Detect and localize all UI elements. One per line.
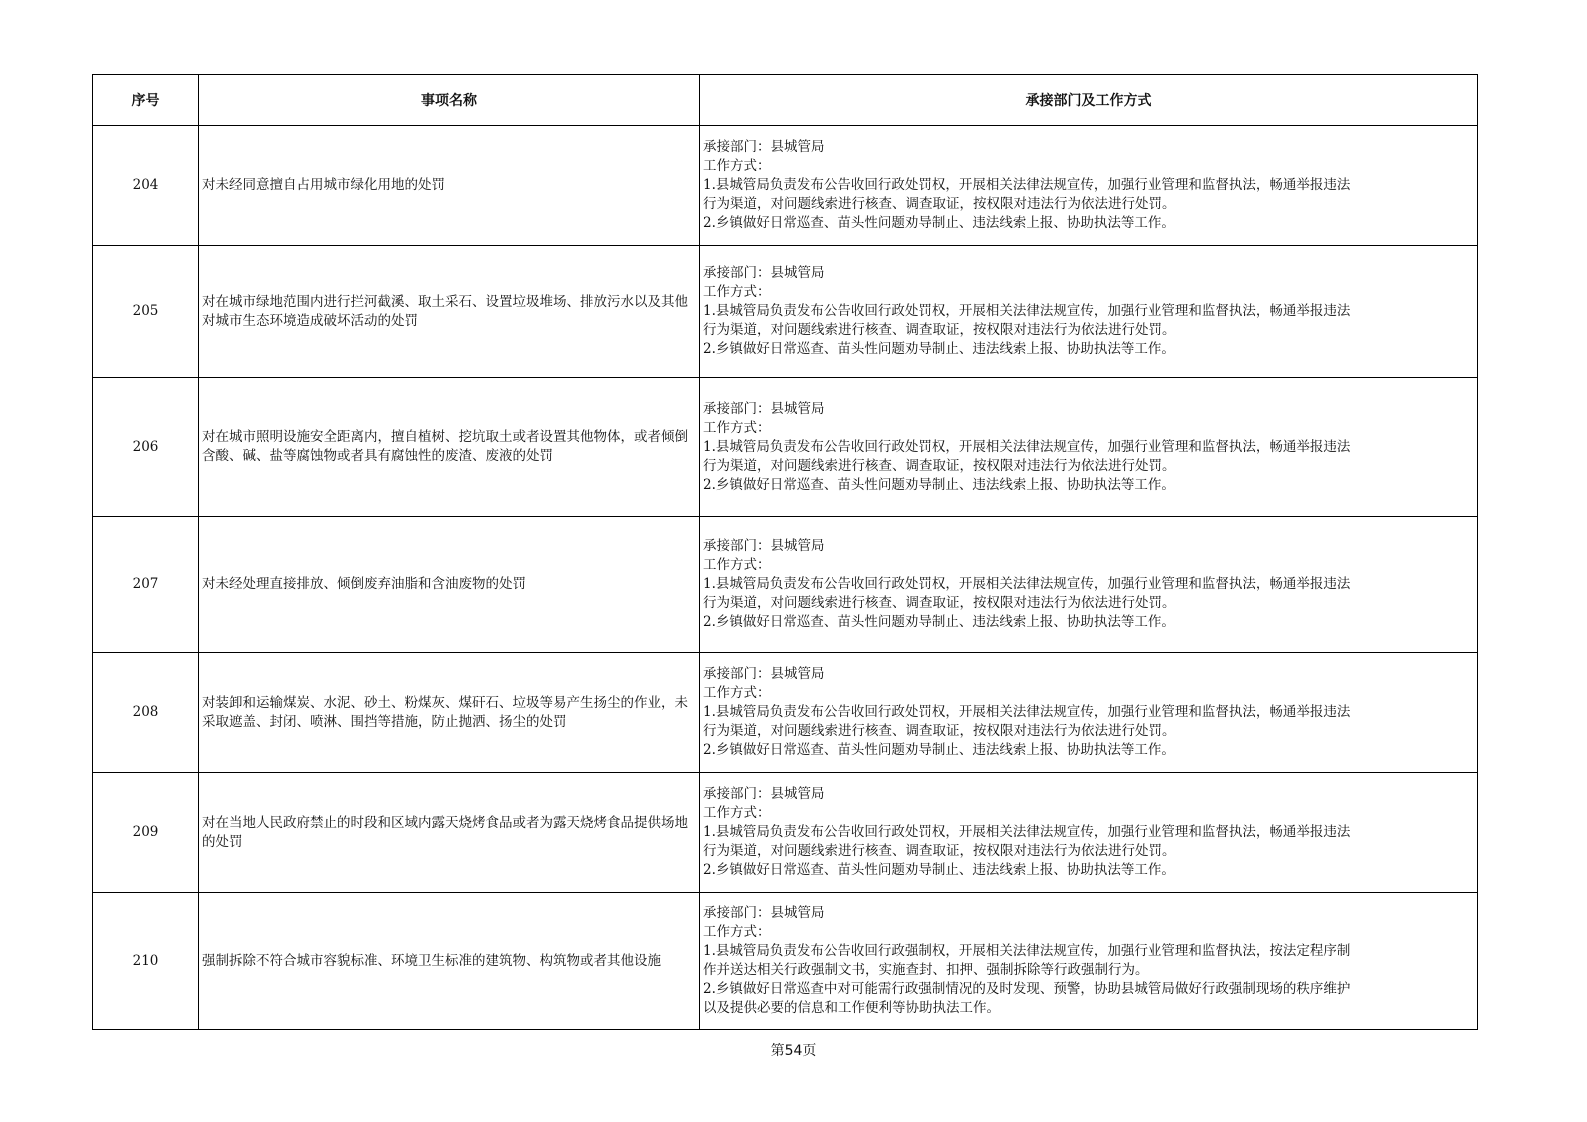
table-row [93, 246, 1478, 378]
method-line: 工作方式： [703, 685, 771, 701]
method-line: 承接部门：县城管局 [703, 265, 825, 281]
header-seq: 序号 [93, 75, 199, 126]
table-row [93, 653, 1478, 773]
row-seq: 207 [93, 517, 199, 653]
row-dept-method [700, 893, 1478, 1030]
method-line: 承接部门：县城管局 [703, 786, 825, 802]
row-dept-method [700, 378, 1478, 517]
method-line: 承接部门：县城管局 [703, 139, 825, 155]
method-line: 2.乡镇做好日常巡查、苗头性问题劝导制止、违法线索上报、协助执法等工作。 [703, 862, 1175, 878]
header-item-name: 事项名称 [199, 75, 700, 126]
method-line: 作并送达相关行政强制文书，实施查封、扣押、强制拆除等行政强制行为。 [703, 962, 1149, 978]
method-line: 承接部门：县城管局 [703, 538, 825, 554]
method-line: 工作方式： [703, 158, 771, 174]
method-line: 行为渠道，对问题线索进行核查、调查取证，按权限对违法行为依法进行处罚。 [703, 595, 1176, 611]
page-number: 第54页 [770, 1043, 817, 1059]
method-line: 工作方式： [703, 805, 771, 821]
method-line: 行为渠道，对问题线索进行核查、调查取证，按权限对违法行为依法进行处罚。 [703, 723, 1176, 739]
table-row [93, 378, 1478, 517]
method-line: 行为渠道，对问题线索进行核查、调查取证，按权限对违法行为依法进行处罚。 [703, 457, 1176, 474]
row-dept-method [700, 773, 1478, 893]
method-line: 2.乡镇做好日常巡查、苗头性问题劝导制止、违法线索上报、协助执法等工作。 [703, 215, 1175, 231]
row-item-name: 对在当地人民政府禁止的时段和区域内露天烧烤食品或者为露天烧烤食品提供场地的处罚 [199, 773, 700, 893]
method-line: 2.乡镇做好日常巡查、苗头性问题劝导制止、违法线索上报、协助执法等工作。 [703, 341, 1175, 357]
method-line: 2.乡镇做好日常巡查、苗头性问题劝导制止、违法线索上报、协助执法等工作。 [703, 614, 1175, 630]
row-item-name: 强制拆除不符合城市容貌标准、环境卫生标准的建筑物、构筑物或者其他设施 [199, 893, 700, 1030]
method-line: 工作方式： [703, 419, 771, 436]
method-line: 1.县城管局负责发布公告收回行政强制权，开展相关法律法规宣传，加强行业管理和监督执法，按法定程序制 [703, 943, 1351, 959]
table-row [93, 893, 1478, 1030]
row-dept-method [700, 517, 1478, 653]
method-line: 1.县城管局负责发布公告收回行政处罚权，开展相关法律法规宣传，加强行业管理和监督执法，畅通举报违法 [703, 576, 1351, 592]
row-seq: 208 [93, 653, 199, 773]
method-line: 1.县城管局负责发布公告收回行政处罚权，开展相关法律法规宣传，加强行业管理和监督执法，畅通举报违法 [703, 303, 1351, 319]
header-dept-method: 承接部门及工作方式 [700, 75, 1478, 126]
method-line: 行为渠道，对问题线索进行核查、调查取证，按权限对违法行为依法进行处罚。 [703, 843, 1176, 859]
method-line: 工作方式： [703, 557, 771, 573]
method-line: 承接部门：县城管局 [703, 400, 825, 417]
method-line: 工作方式： [703, 284, 771, 300]
row-dept-method [700, 246, 1478, 378]
row-dept-method [700, 126, 1478, 246]
method-line: 行为渠道，对问题线索进行核查、调查取证，按权限对违法行为依法进行处罚。 [703, 322, 1176, 338]
row-seq: 209 [93, 773, 199, 893]
row-item-name: 对在城市绿地范围内进行拦河截溪、取土采石、设置垃圾堆场、排放污水以及其他对城市生态环境造成破坏活动的处罚 [199, 246, 700, 378]
method-line: 2.乡镇做好日常巡查中对可能需行政强制情况的及时发现、预警，协助县城管局做好行政强制现场的秩序维护 [703, 981, 1351, 997]
method-line: 行为渠道，对问题线索进行核查、调查取证，按权限对违法行为依法进行处罚。 [703, 196, 1176, 212]
row-seq: 210 [93, 893, 199, 1030]
method-line: 1.县城管局负责发布公告收回行政处罚权，开展相关法律法规宣传，加强行业管理和监督执法，畅通举报违法 [703, 704, 1351, 720]
method-line: 2.乡镇做好日常巡查、苗头性问题劝导制止、违法线索上报、协助执法等工作。 [703, 742, 1175, 758]
method-line: 1.县城管局负责发布公告收回行政处罚权，开展相关法律法规宣传，加强行业管理和监督执法，畅通举报违法 [703, 438, 1351, 455]
table-row [93, 517, 1478, 653]
row-item-name: 对在城市照明设施安全距离内，擅自植树、挖坑取土或者设置其他物体，或者倾倒含酸、碱、盐等腐蚀物或者具有腐蚀性的废渣、废液的处罚 [199, 378, 700, 517]
row-item-name: 对未经处理直接排放、倾倒废弃油脂和含油废物的处罚 [199, 517, 700, 653]
row-seq: 206 [93, 378, 199, 517]
table-row [93, 773, 1478, 893]
method-line: 1.县城管局负责发布公告收回行政处罚权，开展相关法律法规宣传，加强行业管理和监督执法，畅通举报违法 [703, 824, 1351, 840]
row-item-name: 对装卸和运输煤炭、水泥、砂土、粉煤灰、煤矸石、垃圾等易产生扬尘的作业，未采取遮盖、封闭、喷淋、围挡等措施，防止抛洒、扬尘的处罚 [199, 653, 700, 773]
row-item-name: 对未经同意擅自占用城市绿化用地的处罚 [199, 126, 700, 246]
method-line: 承接部门：县城管局 [703, 666, 825, 682]
table-header-row [93, 75, 1478, 126]
method-line: 承接部门：县城管局 [703, 905, 825, 921]
items-table [92, 74, 1478, 1030]
method-line: 1.县城管局负责发布公告收回行政处罚权，开展相关法律法规宣传，加强行业管理和监督执法，畅通举报违法 [703, 177, 1351, 193]
method-line: 以及提供必要的信息和工作便利等协助执法工作。 [703, 1000, 1000, 1016]
method-line: 2.乡镇做好日常巡查、苗头性问题劝导制止、违法线索上报、协助执法等工作。 [703, 476, 1175, 493]
row-seq: 205 [93, 246, 199, 378]
row-seq: 204 [93, 126, 199, 246]
table-row [93, 126, 1478, 246]
row-dept-method [700, 653, 1478, 773]
method-line: 工作方式： [703, 924, 771, 940]
